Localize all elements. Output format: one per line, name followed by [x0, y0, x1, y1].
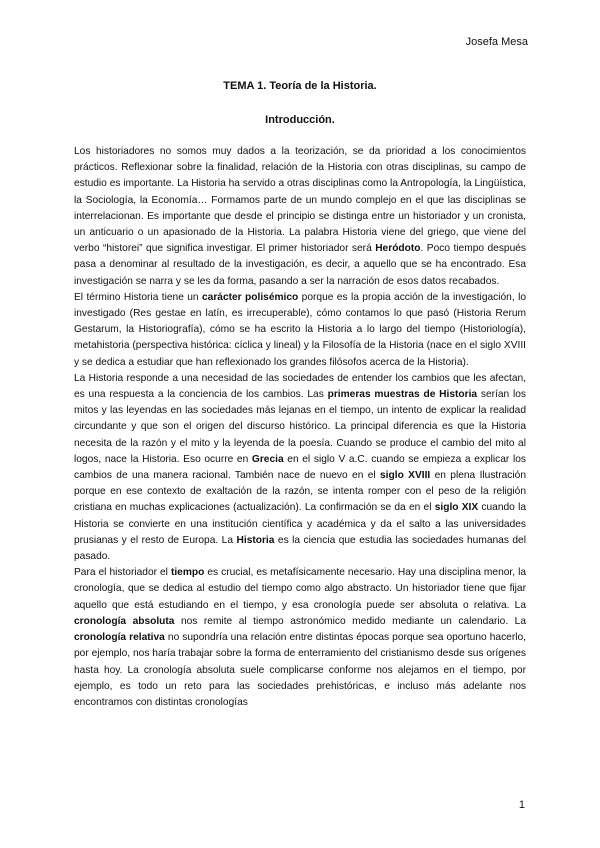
- page-number: 1: [518, 799, 525, 811]
- text-run: nos remite al tiempo astronómico medido mediante un calendario. La: [174, 615, 526, 627]
- bold-text-run: siglo XVIII: [380, 470, 431, 482]
- text-run: es crucial, es metafísicamente necesario. Hay una disciplina menor, la cronología, que se dedica al estudio del tiempo como algo abstracto. Un historiador tiene que fijar aquello que está estudiando en el tiempo, y esa cronología puede ser absoluta o relativa. La: [74, 567, 526, 611]
- text-run: La Historia responde a una necesidad de las sociedades de entender los cambios que les afectan, es una respuesta a la conciencia de los cambios. Las: [74, 372, 526, 401]
- text-run: Los historiadores no somos muy dados a la teorización, se da prioridad a los conocimientos prácticos. Reflexionar sobre la finalidad, relación de la Historia con otras disciplinas, su campo de estudio es importante. La Historia ha servido a otras disciplinas como la Antropología, la Lingüística, la Sociología, la Economía… Formamos parte de un mundo complejo en el que las disciplinas se interrelacionan. Es importante que desde el principio se distinga entre un historiador y un cronista, un anticuario o un apasionado de la Historia. La palabra Historia viene del griego, que viene del verbo “historei” que significa investigar. El primer historiador será: [74, 146, 526, 255]
- text-run: cuando la Historia se convierte en una institución científica y académica y da el salto a las universidades prusianas y el resto de Europa. La: [74, 502, 526, 546]
- text-run: . Poco tiempo después pasa a denominar al resultado de la investigación, es decir, a aquello que se ha encontrado. Esa investigación se narra y se les da forma, pasando a ser la narración de esos datos recabados.: [74, 243, 526, 287]
- text-run: no supondría una relación entre distintas épocas porque sea oportuno hacerlo, por ejemplo, nos haría trabajar sobre la forma de enterramiento del cristianismo desde sus orígenes hasta hoy. La cronología absoluta suele complicarse conforme nos alejamos en el tiempo, por ejemplo, es todo un reto para las sociedades prehistóricas, e incluso más adelante nos encontramos con distintas cronologías: [74, 632, 526, 708]
- bold-text-run: Grecia: [251, 453, 284, 465]
- paragraph: [74, 290, 526, 371]
- bold-text-run: Heródoto: [375, 243, 421, 255]
- header-author: Josefa Mesa: [465, 36, 528, 48]
- bold-text-run: primeras muestras de Historia: [327, 389, 478, 401]
- text-run: es la ciencia que estudia las sociedades humanas del pasado.: [74, 534, 526, 563]
- text-run: serían los mitos y las leyendas en las sociedades más lejanas en el tiempo, un intento de explicar la realidad circundante y que son el origen del discurso histórico. La principal diferencia es que la Historia necesita de la razón y el mito y la leyenda de la poesía. Cuando se produce el cambio del mito al logos, nace la Historia. Eso ocurre en: [74, 389, 527, 465]
- document-body: [74, 144, 526, 711]
- paragraph: [74, 565, 526, 711]
- text-run: Para el historiador el: [74, 567, 171, 579]
- bold-text-run: cronología absoluta: [74, 615, 175, 627]
- paragraph: [74, 144, 526, 290]
- bold-text-run: Historia: [236, 534, 275, 546]
- document-title: TEMA 1. Teoría de la Historia.: [223, 80, 377, 92]
- bold-text-run: cronología relativa: [74, 632, 165, 644]
- section-heading: Introducción.: [265, 114, 335, 126]
- bold-text-run: carácter polisémico: [202, 291, 299, 303]
- bold-text-run: tiempo: [170, 567, 205, 579]
- paragraph: [74, 371, 526, 565]
- text-run: en plena Ilustración porque en ese contexto de exaltación de la razón, se intenta romper con el peso de la religión cristiana en muchas explicaciones (actualización). La confirmación se da en el: [74, 470, 526, 514]
- text-run: porque es la propia acción de la investigación, lo investigado (Res gestae en latín, es irrecuperable), cómo contamos lo que pasó (Historia Rerum Gestarum, la Historiografía), cómo se ha escrito la Historia a lo largo del tiempo (Historiología), metahistoria (perspectiva histórica: cíclica y lineal) y la Filosofía de la Historia (nace en el siglo XVIII y se dedica a estudiar que han reflexionado los grandes filósofos acerca de la Historia).: [74, 291, 526, 368]
- bold-text-run: siglo XIX: [434, 502, 479, 514]
- text-run: El término Historia tiene un: [74, 291, 202, 303]
- text-run: en el siglo V a.C. cuando se empieza a explicar los cambios de una manera racional. También nace de nuevo en el: [74, 453, 526, 482]
